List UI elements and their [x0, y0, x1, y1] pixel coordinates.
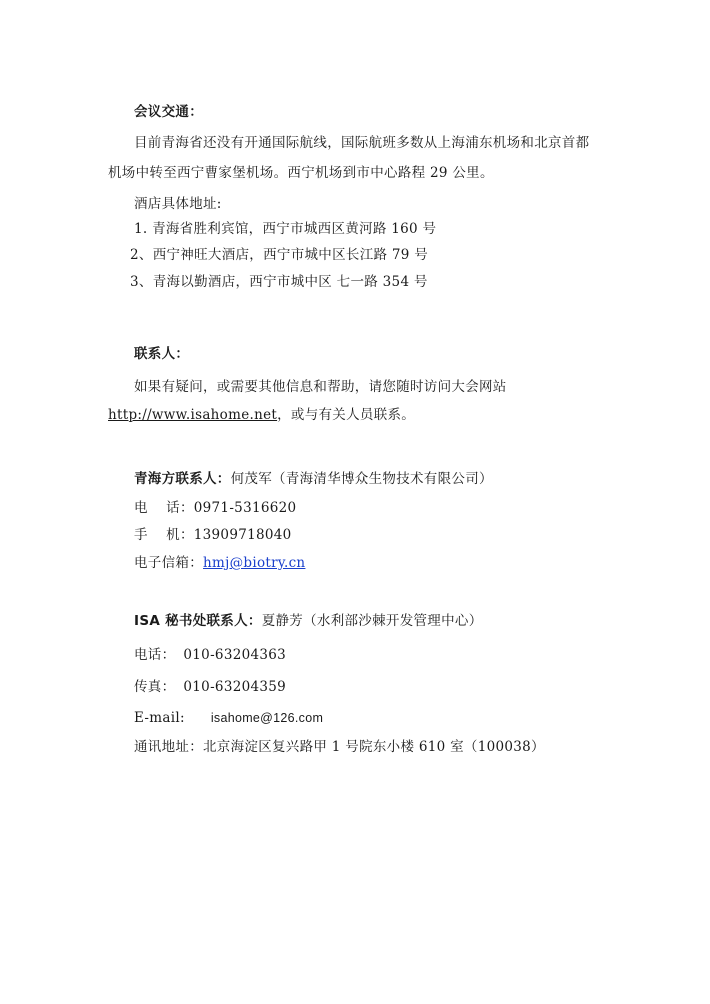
- transport-heading: 会议交通：: [134, 104, 203, 120]
- isa-contact-row: [134, 611, 483, 631]
- isa-phone-value: 010-63204363: [183, 647, 287, 663]
- qinghai-email-row: [134, 553, 305, 573]
- isa-fax-value: 010-63204359: [183, 679, 287, 695]
- isa-email-row: [134, 708, 323, 728]
- hotel-item-3: 3、青海以勤酒店，西宁市城中区 七一路 354 号: [130, 274, 428, 290]
- conference-website-link[interactable]: http://www.isahome.net: [108, 407, 278, 423]
- qinghai-mobile-row: [134, 525, 292, 545]
- qinghai-mobile-value: 13909718040: [193, 527, 292, 543]
- qinghai-email-link[interactable]: hmj@biotry.cn: [203, 555, 306, 571]
- isa-email-value: isahome@126.com: [210, 711, 324, 725]
- contact-paragraph-line1: 如果有疑问，或需要其他信息和帮助，请您随时访问大会网站: [134, 379, 507, 395]
- qinghai-email-label: 电子信箱：: [134, 555, 203, 571]
- hotel-address-label: 酒店具体地址:: [134, 196, 222, 212]
- transport-paragraph-line1: 目前青海省还没有开通国际航线，国际航班多数从上海浦东机场和北京首都: [134, 135, 590, 151]
- qinghai-mobile-label: 手 机：: [134, 527, 194, 543]
- contact-heading: 联系人：: [134, 346, 190, 362]
- qinghai-contact-row: [134, 469, 493, 489]
- isa-contact-name: 夏静芳（水利部沙棘开发管理中心）: [261, 613, 483, 629]
- transport-paragraph-line2: 机场中转至西宁曹家堡机场。西宁机场到市中心路程 29 公里。: [108, 165, 494, 181]
- isa-fax-row: [134, 677, 286, 697]
- qinghai-phone-label: 电 话：: [134, 500, 194, 516]
- isa-phone-label: 电话：: [134, 647, 176, 663]
- isa-address-row: [134, 737, 545, 757]
- qinghai-phone-row: [134, 498, 296, 518]
- hotel-item-1: 1. 青海省胜利宾馆，西宁市城西区黄河路 160 号: [134, 221, 437, 237]
- isa-phone-row: [134, 645, 286, 665]
- qinghai-contact-name: 何茂军（青海清华博众生物技术有限公司）: [230, 471, 493, 487]
- qinghai-contact-label: 青海方联系人：: [134, 471, 231, 487]
- isa-contact-label: ISA 秘书处联系人：: [134, 613, 262, 629]
- qinghai-phone-value: 0971-5316620: [193, 500, 297, 516]
- isa-email-label: E-mail:: [134, 710, 185, 726]
- isa-address-value: 北京海淀区复兴路甲 1 号院东小楼 610 室（100038）: [203, 739, 545, 755]
- contact-paragraph-suffix: ，或与有关人员联系。: [277, 407, 416, 423]
- hotel-item-2: 2、西宁神旺大酒店，西宁市城中区长江路 79 号: [130, 247, 429, 263]
- contact-paragraph-line2: [108, 405, 415, 425]
- isa-address-label: 通讯地址：: [134, 739, 203, 755]
- isa-fax-label: 传真：: [134, 679, 176, 695]
